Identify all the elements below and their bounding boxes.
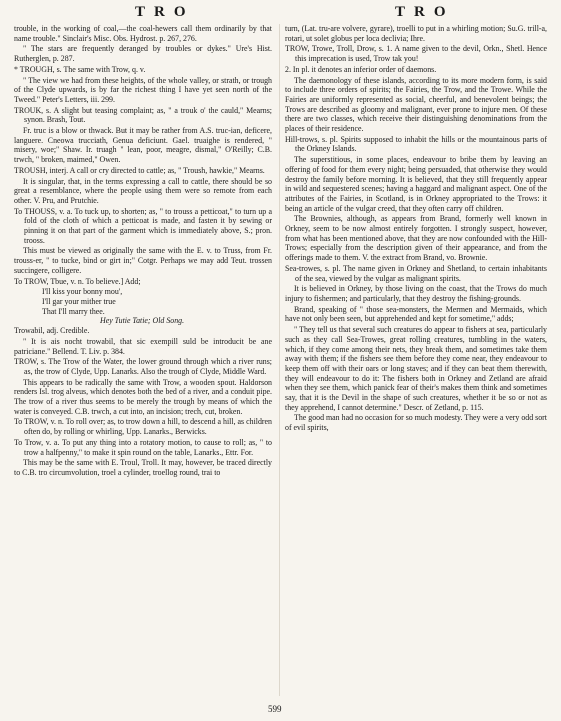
left-column [14, 24, 272, 479]
dictionary-entry-paragraph: TROUSH, interj. A call or cry directed to cattle; as, " Troush, hawkie," Mearns. [14, 165, 265, 175]
dictionary-entry-paragraph: The superstitious, in some places, endeavour to bribe them by leaving an offering of food for them every night; being persuaded, that otherwise they would destroy the family before morning. It is believed, that they still frequently appear in wild and sequestered scenes; having a haggard and malignant aspect. One of the attributes of the Fairies, in Scotland, is in Orkney appropriated to the Trows: it being an article of the vulgar creed, that they often carry off children. [285, 155, 547, 213]
dictionary-entry-paragraph: Sea-trowes, s. pl. The name given in Orkney and Shetland, to certain inhabitants of the sea, viewed by the vulgar as malignant spirits. [285, 263, 547, 283]
column-divider [279, 24, 280, 696]
dictionary-entry-paragraph: " It is ais nocht trowabil, that sic exempill suld be introducit be ane patriciane." Bellend. T. Liv. p. 384. [14, 336, 272, 356]
page-number: 599 [268, 704, 282, 714]
dictionary-entry-paragraph: " The view we had from these heights, of the whole valley, or strath, or trough of the Clyde upwards, is by far the richest thing I have yet seen north of the Tweed." Peter's Letters, iii. 299. [14, 75, 272, 104]
dictionary-entry-paragraph: That I'll marry thee. [42, 306, 105, 316]
dictionary-entry-paragraph: turn, (Lat. tru-are volvere, gyrare), troelli to put in a whirling motion; Su.G. trill-a, rotari, ut solet globus per loca declivia; Ihre. [285, 24, 547, 43]
dictionary-entry-paragraph: This may be the same with E. Troul, Troll. It may, however, be traced directly to C.B. tro circumvolution, troel a cylinder, troellog round, trai to [14, 458, 272, 477]
dictionary-entry-paragraph: " They tell us that several such creatures do appear to fishers at sea, particularly such as they call Sea-Trowes, great rolling creatures, tumbling in the waters, which, if they come among their nets, they break them, and sometimes take them away with them; if the fishers see them before they come near, they endeavour to keep them off with their oars or long staves; and if they can beat them therewith, they will endeavour to do it: The fishers both in Orkney and Zetland are afraid when they see them, which panick fear of their's makes them think and sometimes say, that it is the Devil in the shape of such creatures, whether it be so or not as they apprehend, I cannot determine." Descr. of Zetland, p. 115. [285, 325, 547, 412]
dictionary-entry-paragraph: Brand, speaking of " those sea-monsters, the Mermen and Mermaids, which have not only been seen, but apprehended and kept for sometime," adds; [285, 304, 547, 324]
dictionary-entry-paragraph: The Brownies, although, as appears from Brand, formerly well known in Orkney, seem to be now almost entirely forgotten. I strongly suspect, however, from what has been mentioned above, that they are now confounded with the Hill-Trows; especially from the description given of their appearance, and from the offerings made to them. V. the extract from Brand, vo. Brownie. [285, 214, 547, 263]
dictionary-entry-paragraph: Hill-trows, s. pl. Spirits supposed to inhabit the hills or the mountainous parts of the Orkney Islands. [285, 134, 547, 154]
dictionary-entry-paragraph: " The stars are frequently deranged by troubles or dykes." Ure's Hist. Rutherglen, p. 287. [14, 44, 272, 64]
dictionary-entry-paragraph: TROW, s. The Trow of the Water, the lower ground through which a river runs; as, the trow of Clyde, Upp. Lanarks. Also the trough of Clyde, Middle Ward. [14, 357, 272, 376]
dictionary-entry-paragraph: Fr. truc is a blow or thwack. But it may be rather from A.S. truc-ian, deficere, languere. Cneowa trucciath, Genua deficiunt. Gael. truaighe is rendered, " misery, woe;" Shaw. Ir. truagh " lean, poor, meagre, dismal," O'Reilly; C.B. trwch, " broken, maimed," Owen. [14, 126, 272, 165]
right-column [285, 24, 547, 434]
dictionary-entry-paragraph: To TROW, Tbue, v. n. To believe.] Add; [14, 276, 141, 286]
dictionary-entry-paragraph: TROUK, s. A slight but teasing complaint; as, " a trouk o' the cauld," Mearns; synon. Brash, Tout. [14, 105, 272, 125]
dictionary-entry-paragraph: This appears to be radically the same with Trow, a wooden spout. Haldorson renders Isl. trog alveus, which denotes both the bed of a river, and a conduit pipe. The trow of a river thus seems to be merely the trough by means of which the water is conveyed. C.B. trwch, a cut into, an incision; trech, cut, broken. [14, 377, 272, 416]
dictionary-entry-paragraph: To TROW, v. n. To roll over; as, to trow down a hill, to descend a hill, as children often do, by rolling or whirling, Upp. Lanarks., Berwicks. [14, 417, 272, 437]
dictionary-entry-paragraph: To THOUSS, v. a. To tuck up, to shorten; as, " to trouss a petticoat," to turn up a fold of the cloth of which a petticoat is made, and fasten it by sewing or pinning it on that part of the garment which is immediately above, S.; pron. trooss. [14, 206, 272, 245]
dictionary-entry-paragraph: trouble, in the working of coal,—the coal-hewers call them ordinarily by that name trouble." Sinclair's Misc. Obs. Hydrost. p. 267, 276. [14, 24, 272, 43]
dictionary-entry-paragraph: * TROUGH, s. The same with Trow, q. v. [14, 64, 146, 74]
dictionary-entry-paragraph: This must be viewed as originally the same with the E. v. to Truss, from Fr. trouss-er, " to tucke, bind or girt in;" Cotgr. Perhaps we may add Teut. trossen succingere, colligere. [14, 246, 272, 275]
dictionary-entry-paragraph: It is singular, that, in the terms expressing a call to cattle, there should be so great a resemblance, where the people using them were so remote from each other. V. Pru, and Prutchie. [14, 176, 272, 205]
dictionary-entry-paragraph: It is believed in Orkney, by those living on the coast, that the Trows do much injury to fishermen; and particularly, that they destroy the fishing-grounds. [285, 284, 547, 303]
dictionary-entry-paragraph: I'll kiss your bonny mou', [42, 287, 123, 297]
dictionary-entry-paragraph: The good man had no occasion for so much modesty. They were a very odd sort of evil spirits, [285, 413, 547, 433]
dictionary-entry-paragraph: TROW, Trowe, Troll, Drow, s. 1. A name given to the devil, Orkn., Shetl. Hence this imprecation is used, Trow tak you! [285, 44, 547, 64]
dictionary-entry-paragraph: The daemonology of these islands, according to its more modern form, is said to include three orders of spirits; the Fairies, the Trow, and the Trowe. While the Fairies are uniformly represented as social, cheerful, and benevolent beings; the Trows are described as gloomy and malignant, ever prone to injure men. Of these there are two classes, which receive their distinguishing denominations from the places of their residence. [285, 75, 547, 134]
dictionary-entry-paragraph: I'll gar your mither true [42, 296, 116, 306]
dictionary-entry-paragraph: To Trow, v. a. To put any thing into a rotatory motion, to cause to roll; as, " to trow a halfpenny," to make it spin round on the table, Lanarks., Ettr. For. [14, 437, 272, 457]
running-header-right: TRO [395, 4, 455, 20]
dictionary-entry-paragraph: Trowabil, adj. Credible. [14, 326, 90, 336]
dictionary-entry-paragraph: Hey Tutie Tatie; Old Song. [100, 316, 185, 326]
dictionary-entry-paragraph: 2. In pl. it denotes an inferior order of daemons. [285, 64, 437, 74]
running-header-left: TRO [135, 4, 195, 20]
